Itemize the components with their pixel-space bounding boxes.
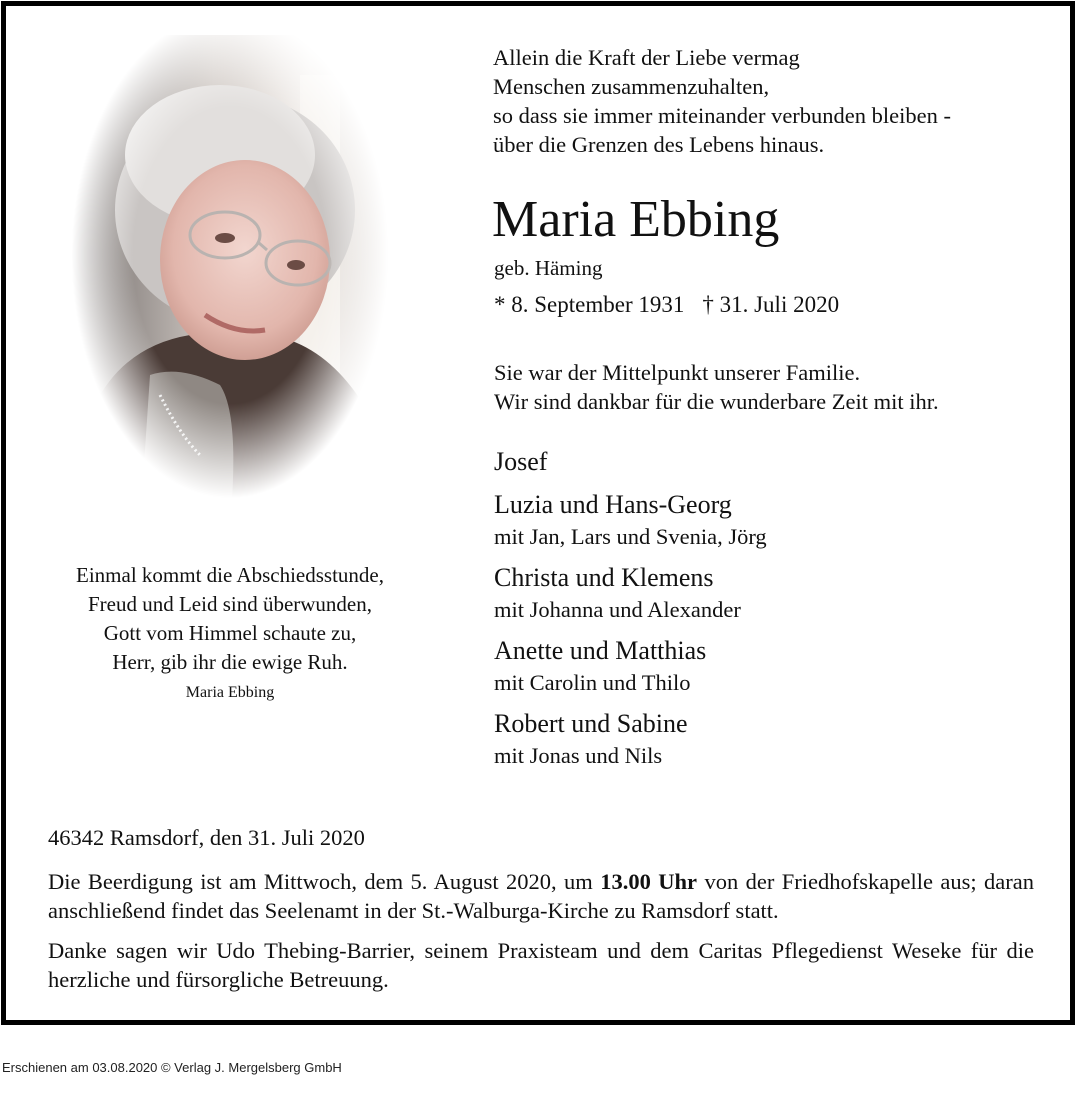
portrait-photo bbox=[70, 35, 390, 525]
mourner-children: mit Jonas und Nils bbox=[494, 743, 663, 768]
farewell-poem-line: Gott vom Himmel schaute zu, bbox=[103, 621, 357, 645]
mourner-children: mit Jan, Lars und Svenia, Jörg bbox=[494, 524, 767, 549]
funeral-text-before: Die Beerdigung ist am Mittwoch, dem 5. August 2020, um bbox=[48, 869, 601, 894]
publication-footer: Erschienen am 03.08.2020 © Verlag J. Mergelsberg GmbH bbox=[2, 1060, 342, 1075]
intro-poem bbox=[493, 43, 951, 159]
farewell-poem-line: Herr, gib ihr die ewige Ruh. bbox=[112, 650, 348, 674]
thanks-notice: Danke sagen wir Udo Thebing-Barrier, seinem Praxisteam und dem Caritas Pflegedienst Weseke für die herzliche und fürsorgliche Betreuung. bbox=[48, 938, 1034, 992]
place-date: 46342 Ramsdorf, den 31. Juli 2020 bbox=[48, 825, 365, 850]
funeral-notice bbox=[48, 867, 1034, 925]
mourner-couple: Christa und Klemens bbox=[494, 563, 714, 592]
mourner-group bbox=[494, 561, 767, 625]
mourner-couple: Robert und Sabine bbox=[494, 709, 688, 738]
family-statement bbox=[494, 358, 939, 416]
mourner-group bbox=[494, 707, 767, 771]
portrait-illustration bbox=[70, 35, 390, 525]
poem-author: Maria Ebbing bbox=[185, 684, 275, 701]
mourners-list bbox=[494, 445, 767, 780]
mourner-children: mit Carolin und Thilo bbox=[494, 670, 691, 695]
mourner-group bbox=[494, 634, 767, 698]
intro-poem-line: Menschen zusammenzuhalten, bbox=[493, 74, 770, 99]
intro-poem-line: Allein die Kraft der Liebe vermag bbox=[493, 45, 800, 70]
deceased-name: Maria Ebbing bbox=[492, 191, 780, 248]
funeral-time: 13.00 Uhr bbox=[600, 869, 698, 894]
farewell-poem-line: Einmal kommt die Abschiedsstunde, bbox=[76, 563, 384, 587]
death-date: † 31. Juli 2020 bbox=[702, 292, 840, 317]
statement-line: Sie war der Mittelpunkt unserer Familie. bbox=[494, 360, 861, 385]
intro-poem-line: so dass sie immer miteinander verbunden bleiben - bbox=[493, 103, 951, 128]
maiden-name: geb. Häming bbox=[494, 256, 603, 280]
life-dates bbox=[494, 291, 839, 319]
funeral-text-after: von der Friedhofskapelle aus; daran anschließend findet das Seelenamt in der St.-Walburga-Kirche zu Ramsdorf statt. bbox=[48, 869, 1034, 923]
statement-line: Wir sind dankbar für die wunderbare Zeit mit ihr. bbox=[494, 389, 939, 414]
mourner-children: mit Johanna und Alexander bbox=[494, 597, 741, 622]
mourner-couple: Luzia und Hans-Georg bbox=[494, 490, 732, 519]
farewell-poem bbox=[40, 561, 420, 677]
mourner-spouse: Josef bbox=[494, 447, 548, 476]
mourner-couple: Anette und Matthias bbox=[494, 636, 707, 665]
intro-poem-line: über die Grenzen des Lebens hinaus. bbox=[493, 132, 825, 157]
farewell-poem-line: Freud und Leid sind überwunden, bbox=[87, 592, 373, 616]
mourner-group bbox=[494, 488, 767, 552]
birth-date: * 8. September 1931 bbox=[494, 292, 685, 317]
